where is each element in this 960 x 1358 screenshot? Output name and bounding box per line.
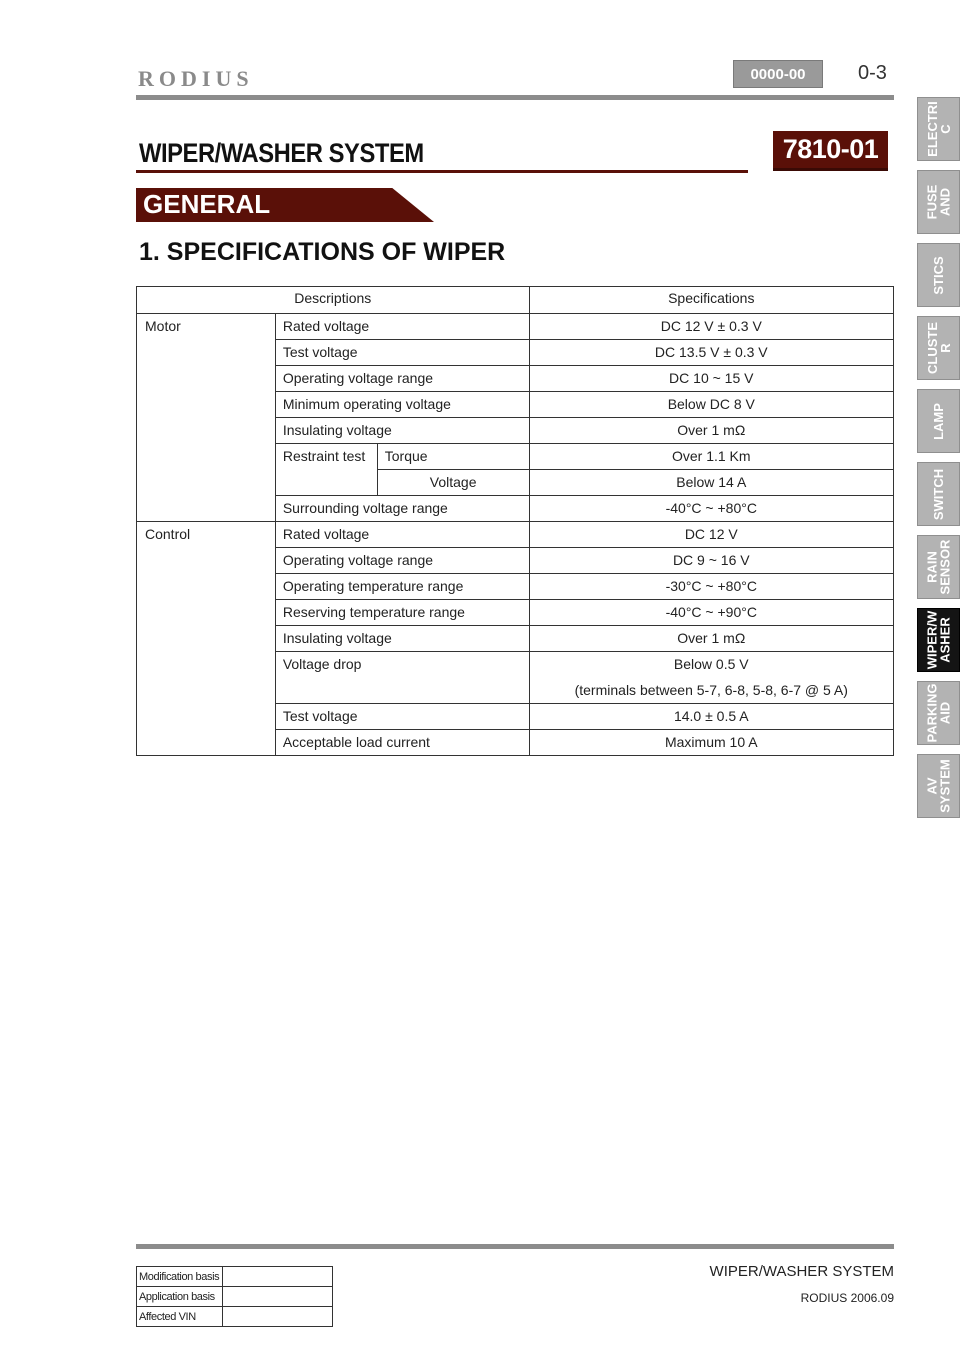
row-item: Test voltage bbox=[275, 704, 529, 730]
row-item: Acceptable load current bbox=[275, 730, 529, 756]
tab-parking-aid[interactable] bbox=[917, 681, 960, 745]
row-value: 14.0 ± 0.5 A bbox=[529, 704, 893, 730]
row-item-restraint: Restraint test bbox=[275, 444, 377, 496]
mod-value bbox=[223, 1307, 333, 1327]
header-specifications: Specifications bbox=[529, 287, 893, 314]
tab-label: WIPER/W ASHER bbox=[924, 610, 953, 670]
row-item: Minimum operating voltage bbox=[275, 392, 529, 418]
system-code-badge: 7810-01 bbox=[773, 131, 888, 171]
row-item: Operating voltage range bbox=[275, 548, 529, 574]
row-value: Below DC 8 V bbox=[529, 392, 893, 418]
row-value-note: (terminals between 5-7, 6-8, 5-8, 6-7 @ 5 A) bbox=[529, 678, 893, 704]
row-value: DC 9 ~ 16 V bbox=[529, 548, 893, 574]
page-number: 0-3 bbox=[858, 62, 887, 84]
table-row bbox=[137, 1287, 333, 1307]
tab-label: FUSE AND bbox=[924, 184, 953, 220]
tab-label: CLUSTE R bbox=[924, 322, 953, 374]
general-label: GENERAL bbox=[143, 189, 271, 219]
row-value: Over 1 mΩ bbox=[529, 626, 893, 652]
table-row bbox=[137, 314, 894, 340]
tab-rain-sensor[interactable] bbox=[917, 535, 960, 599]
tab-diagnostics[interactable] bbox=[917, 243, 960, 307]
tab-switch[interactable] bbox=[917, 462, 960, 526]
code-badge: 0000-00 bbox=[733, 60, 823, 88]
row-item: Surrounding voltage range bbox=[275, 496, 529, 522]
brand-logo: RODIUS bbox=[138, 66, 254, 91]
row-value: -40°C ~ +80°C bbox=[529, 496, 893, 522]
footer-date: RODIUS 2006.09 bbox=[800, 1291, 894, 1305]
row-value: DC 13.5 V ± 0.3 V bbox=[529, 340, 893, 366]
table-row bbox=[137, 1267, 333, 1287]
tab-av-system[interactable] bbox=[917, 754, 960, 818]
section-heading: 1. SPECIFICATIONS OF WIPER bbox=[139, 238, 506, 266]
tab-label: RAIN SENSOR bbox=[924, 539, 953, 595]
row-value: Over 1.1 Km bbox=[529, 444, 893, 470]
table-row bbox=[137, 522, 894, 548]
table-row bbox=[137, 1307, 333, 1327]
system-title-underline bbox=[136, 170, 748, 173]
row-item-voltage-drop: Voltage drop bbox=[275, 652, 529, 704]
mod-value bbox=[223, 1267, 333, 1287]
mod-label: Affected VIN bbox=[137, 1307, 223, 1327]
row-item: Operating temperature range bbox=[275, 574, 529, 600]
row-subitem: Torque bbox=[377, 444, 529, 470]
mod-label: Modification basis bbox=[137, 1267, 223, 1287]
tab-lamp[interactable] bbox=[917, 389, 960, 453]
tab-fuse[interactable] bbox=[917, 170, 960, 234]
spec-table bbox=[136, 286, 894, 756]
tab-label: ELECTRI C bbox=[924, 101, 953, 157]
row-item: Rated voltage bbox=[275, 314, 529, 340]
row-value: Over 1 mΩ bbox=[529, 418, 893, 444]
footer-divider bbox=[136, 1244, 894, 1249]
row-value: -40°C ~ +90°C bbox=[529, 600, 893, 626]
tab-wiper-washer[interactable] bbox=[917, 608, 960, 672]
mod-value bbox=[223, 1287, 333, 1307]
table-header-row bbox=[137, 287, 894, 314]
group-control: Control bbox=[137, 522, 276, 756]
row-item: Reserving temperature range bbox=[275, 600, 529, 626]
row-subitem: Voltage bbox=[377, 470, 529, 496]
row-value: Below 0.5 V bbox=[529, 652, 893, 678]
row-item: Insulating voltage bbox=[275, 626, 529, 652]
system-title: WIPER/WASHER SYSTEM bbox=[139, 138, 424, 168]
row-value: Maximum 10 A bbox=[529, 730, 893, 756]
tab-cluster[interactable] bbox=[917, 316, 960, 380]
tab-electric[interactable] bbox=[917, 97, 960, 161]
row-item: Rated voltage bbox=[275, 522, 529, 548]
row-value: DC 12 V bbox=[529, 522, 893, 548]
row-value: -30°C ~ +80°C bbox=[529, 574, 893, 600]
tab-label: STICS bbox=[931, 255, 946, 295]
tab-label: SWITCH bbox=[931, 468, 946, 520]
tab-label: AV SYSTEM bbox=[924, 759, 953, 813]
row-item: Test voltage bbox=[275, 340, 529, 366]
footer-title: WIPER/WASHER SYSTEM bbox=[709, 1263, 894, 1280]
tab-label: LAMP bbox=[931, 402, 946, 440]
row-item: Insulating voltage bbox=[275, 418, 529, 444]
group-motor: Motor bbox=[137, 314, 276, 522]
row-item: Operating voltage range bbox=[275, 366, 529, 392]
header-descriptions: Descriptions bbox=[137, 287, 530, 314]
tab-label: PARKING AID bbox=[924, 683, 953, 743]
row-value: Below 14 A bbox=[529, 470, 893, 496]
modification-table bbox=[136, 1266, 333, 1327]
row-value: DC 12 V ± 0.3 V bbox=[529, 314, 893, 340]
row-value: DC 10 ~ 15 V bbox=[529, 366, 893, 392]
mod-label: Application basis bbox=[137, 1287, 223, 1307]
header-divider bbox=[136, 95, 894, 100]
